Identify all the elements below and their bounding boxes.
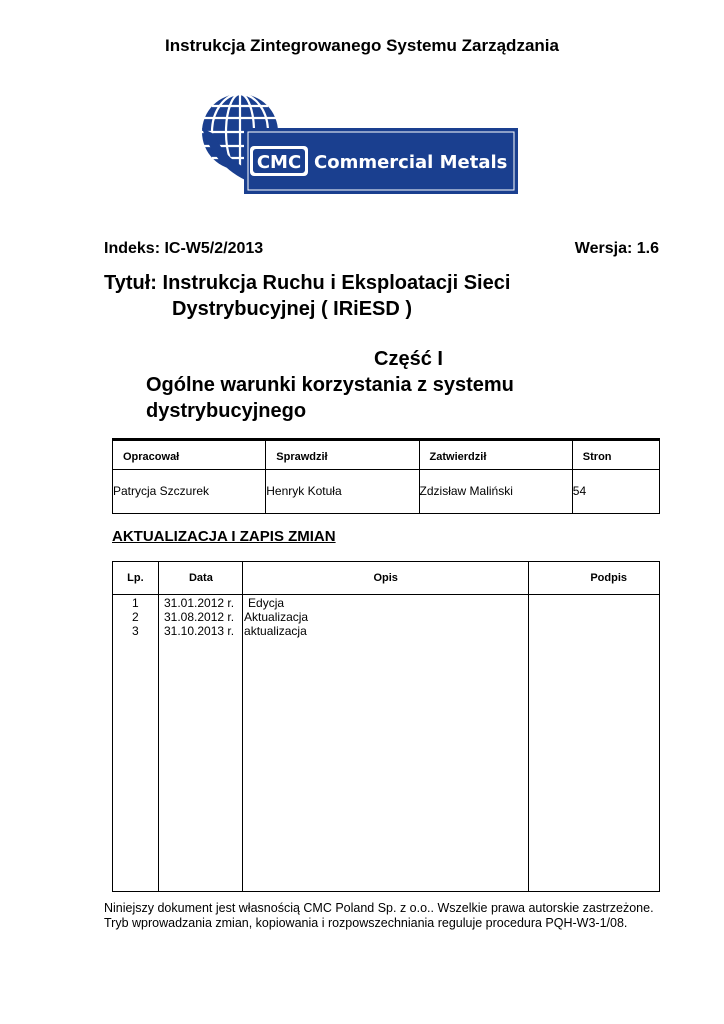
change-description-cell bbox=[243, 595, 529, 892]
approval-checked-by: Henryk Kotuła bbox=[266, 470, 419, 514]
change-log-table bbox=[112, 561, 660, 892]
part-label: Część I bbox=[374, 348, 443, 370]
logo-company-name: Commercial Metals bbox=[314, 152, 508, 173]
change-row-date: 31.08.2012 r. bbox=[163, 610, 235, 624]
change-signature-cell bbox=[529, 595, 660, 892]
change-date-cell bbox=[158, 595, 242, 892]
change-header-lp: Lp. bbox=[113, 562, 159, 595]
change-header-signature: Podpis bbox=[529, 562, 660, 595]
copyright-footer bbox=[104, 901, 680, 931]
change-header-date: Data bbox=[158, 562, 242, 595]
approval-header-prepared: Opracował bbox=[113, 440, 266, 470]
company-logo bbox=[198, 88, 520, 198]
change-row-description: Edycja bbox=[248, 596, 285, 610]
change-row-date: 31.01.2012 r. bbox=[163, 596, 235, 610]
change-row-description: Aktualizacja bbox=[244, 610, 309, 624]
approval-approved-by: Zdzisław Maliński bbox=[419, 470, 572, 514]
change-row-lp: 2 bbox=[132, 610, 139, 624]
document-index: Indeks: IC-W5/2/2013 bbox=[104, 240, 264, 257]
approval-header-pages: Stron bbox=[572, 440, 659, 470]
change-lp-cell bbox=[113, 595, 159, 892]
approval-header-approved: Zatwierdził bbox=[419, 440, 572, 470]
document-title-line1: Tytuł: Instrukcja Ruchu i Eksploatacji Sieci bbox=[104, 272, 511, 294]
change-row-lp: 1 bbox=[132, 596, 139, 610]
document-header-title: Instrukcja Zintegrowanego Systemu Zarządzania bbox=[165, 36, 559, 55]
changes-section-title: AKTUALIZACJA I ZAPIS ZMIAN bbox=[112, 528, 336, 545]
change-row-description: aktualizacja bbox=[244, 624, 307, 638]
document-version: Wersja: 1.6 bbox=[574, 240, 659, 257]
part-subtitle-line1: Ogólne warunki korzystania z systemu bbox=[146, 374, 514, 396]
footer-copyright: Niniejszy dokument jest własnością CMC Poland Sp. z o.o.. Wszelkie prawa autorskie zastrzeżone. bbox=[104, 901, 654, 915]
approval-page-count: 54 bbox=[572, 470, 659, 514]
change-header-description: Opis bbox=[243, 562, 529, 595]
change-row-date: 31.10.2013 r. bbox=[163, 624, 235, 638]
approval-header-checked: Sprawdził bbox=[266, 440, 419, 470]
document-title-line2: Dystrybucyjnej ( IRiESD ) bbox=[172, 298, 413, 320]
part-subtitle-line2: dystrybucyjnego bbox=[146, 400, 307, 422]
change-row-lp: 3 bbox=[132, 624, 139, 638]
footer-procedure: Tryb wprowadzania zmian, kopiowania i rozpowszechniania reguluje procedura PQH-W3-1/08. bbox=[104, 916, 628, 930]
approval-prepared-by: Patrycja Szczurek bbox=[113, 470, 266, 514]
approval-table bbox=[112, 438, 660, 514]
logo-badge-text: CMC bbox=[256, 152, 302, 173]
